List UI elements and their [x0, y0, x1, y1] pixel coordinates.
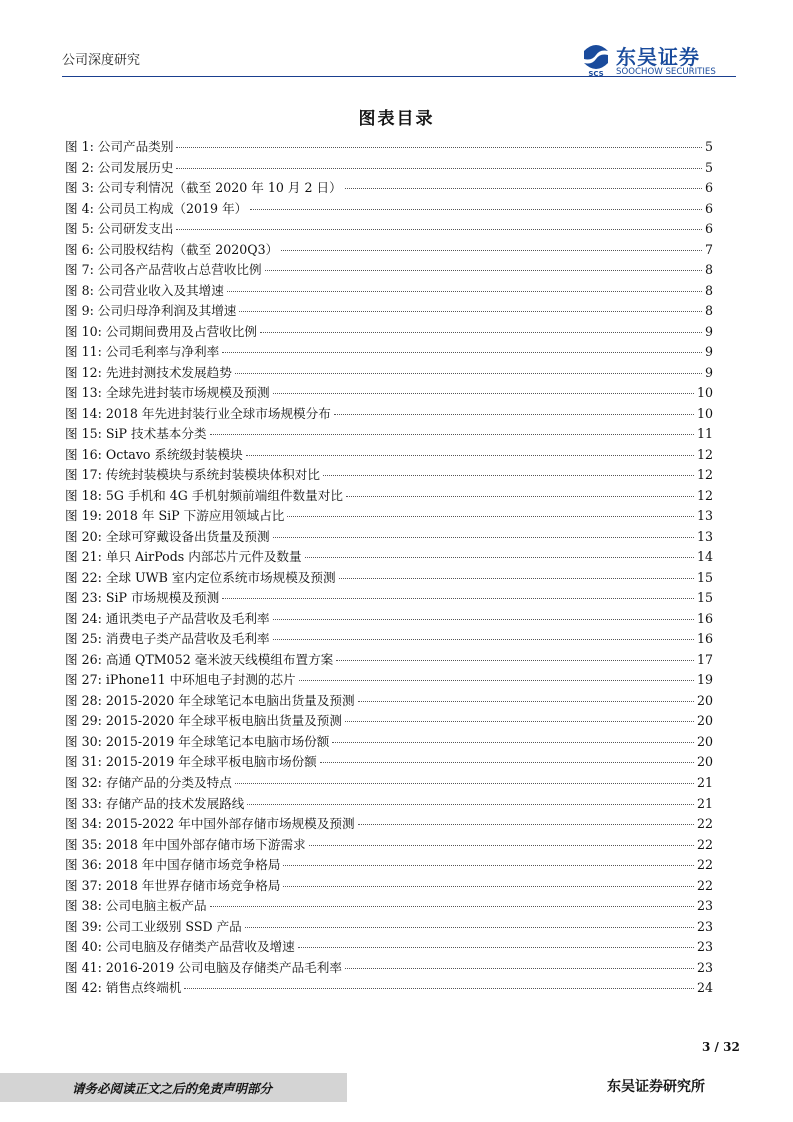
toc-dot-leader — [273, 619, 694, 620]
toc-dot-leader — [176, 147, 702, 148]
toc-entry[interactable] — [65, 896, 713, 917]
toc-dot-leader — [298, 947, 694, 948]
toc-dot-leader — [345, 188, 702, 189]
toc-entry[interactable] — [65, 240, 713, 261]
toc-entry[interactable] — [65, 547, 713, 568]
toc-dot-leader — [309, 845, 694, 846]
toc-dot-leader — [227, 291, 702, 292]
toc-entry-label[interactable]: 图 17: 传统封装模块与系统封装模块体积对比 — [65, 467, 320, 483]
toc-dot-leader — [339, 578, 694, 579]
toc-entry-label[interactable]: 图 5: 公司研发支出 — [65, 221, 174, 237]
toc-entry[interactable] — [65, 937, 713, 958]
toc-entry-label[interactable]: 图 16: Octavo 系统级封装模块 — [65, 446, 243, 462]
toc-entry-page[interactable]: 20 — [696, 754, 713, 770]
toc-entry[interactable] — [65, 876, 713, 897]
toc-entry-label[interactable]: 图 18: 5G 手机和 4G 手机射频前端组件数量对比 — [65, 487, 343, 503]
toc-dot-leader — [260, 332, 702, 333]
toc-entry-label[interactable]: 图 25: 消费电子类产品营收及毛利率 — [65, 631, 270, 647]
toc-entry[interactable] — [65, 794, 713, 815]
toc-dot-leader — [247, 804, 694, 805]
toc-entry-label[interactable]: 图 27: iPhone11 中环旭电子封测的芯片 — [65, 672, 296, 688]
toc-entry-label[interactable]: 图 12: 先进封测技术发展趋势 — [65, 364, 232, 380]
toc-dot-leader — [239, 311, 702, 312]
toc-entry-label[interactable]: 图 37: 2018 年世界存储市场竞争格局 — [65, 877, 281, 893]
toc-entry-label[interactable]: 图 20: 全球可穿戴设备出货量及预测 — [65, 528, 270, 544]
toc-entry[interactable] — [65, 383, 713, 404]
firm-name: 东吴证券研究所 — [607, 1079, 705, 1095]
toc-dot-leader — [235, 783, 694, 784]
toc-dot-leader — [283, 886, 694, 887]
toc-entry-label[interactable]: 图 30: 2015-2019 年全球笔记本电脑市场份额 — [65, 733, 330, 749]
toc-entry-label[interactable]: 图 9: 公司归母净利润及其增速 — [65, 303, 237, 319]
toc-dot-leader — [245, 927, 694, 928]
toc-dot-leader — [358, 824, 694, 825]
toc-entry-label[interactable]: 图 7: 公司各产品营收占总营收比例 — [65, 262, 262, 278]
toc-entry-page[interactable]: 9 — [704, 364, 713, 380]
toc-entry[interactable] — [65, 260, 713, 281]
toc-dot-leader — [222, 352, 702, 353]
toc-entry-page[interactable]: 23 — [696, 939, 713, 955]
disclaimer-text: 请务必阅读正文之后的免责声明部分 — [72, 1081, 273, 1096]
toc-dot-leader — [287, 516, 694, 517]
toc-entry[interactable] — [65, 609, 713, 630]
toc-entry-page[interactable]: 21 — [696, 795, 713, 811]
toc-entry[interactable] — [65, 650, 713, 671]
toc-entry[interactable] — [65, 199, 713, 220]
toc-dot-leader — [334, 414, 694, 415]
toc-entry[interactable] — [65, 363, 713, 384]
toc-entry[interactable] — [65, 670, 713, 691]
toc-entry-label[interactable]: 图 29: 2015-2020 年全球平板电脑出货量及预测 — [65, 713, 342, 729]
toc-entry[interactable] — [65, 219, 713, 240]
toc-entry-label[interactable]: 图 10: 公司期间费用及占营收比例 — [65, 323, 257, 339]
toc-entry-label[interactable]: 图 32: 存储产品的分类及特点 — [65, 774, 232, 790]
toc-entry-page[interactable]: 17 — [696, 651, 713, 667]
toc-entry-label[interactable]: 图 14: 2018 年先进封装行业全球市场规模分布 — [65, 405, 331, 421]
toc-entry[interactable] — [65, 568, 713, 589]
toc-entry-page[interactable]: 15 — [696, 569, 713, 585]
toc-dot-leader — [323, 475, 694, 476]
toc-entry[interactable] — [65, 486, 713, 507]
toc-dot-leader — [345, 968, 694, 969]
toc-dot-leader — [305, 557, 694, 558]
soochow-logo-icon — [578, 41, 614, 77]
toc-entry-page[interactable]: 22 — [696, 816, 713, 832]
toc-dot-leader — [246, 455, 694, 456]
toc-dot-leader — [320, 762, 694, 763]
toc-dot-leader — [332, 742, 694, 743]
toc-list — [65, 137, 713, 999]
toc-dot-leader — [299, 680, 694, 681]
section-label: 公司深度研究 — [62, 53, 141, 68]
disclaimer-band — [0, 1073, 347, 1102]
toc-dot-leader — [345, 721, 694, 722]
toc-entry-page[interactable]: 14 — [696, 549, 713, 565]
logo-name-en: SOOCHOW SECURITIES — [616, 67, 716, 77]
toc-entry-label[interactable]: 图 15: SiP 技术基本分类 — [65, 426, 207, 442]
toc-entry[interactable] — [65, 506, 713, 527]
toc-entry-page[interactable]: 20 — [696, 713, 713, 729]
toc-dot-leader — [358, 701, 694, 702]
toc-entry-page[interactable]: 20 — [696, 692, 713, 708]
toc-dot-leader — [265, 270, 702, 271]
toc-entry[interactable] — [65, 773, 713, 794]
toc-title: 图表目录 — [358, 109, 435, 129]
toc-entry-page[interactable]: 6 — [704, 200, 713, 216]
toc-entry-page[interactable]: 23 — [696, 918, 713, 934]
toc-entry-page[interactable]: 20 — [696, 733, 713, 749]
toc-entry[interactable] — [65, 855, 713, 876]
toc-dot-leader — [176, 229, 702, 230]
toc-entry-label[interactable]: 图 4: 公司员工构成（2019 年） — [65, 200, 248, 216]
toc-entry-page[interactable]: 12 — [696, 487, 713, 503]
toc-dot-leader — [184, 988, 694, 989]
toc-entry[interactable] — [65, 322, 713, 343]
toc-entry-label[interactable]: 图 28: 2015-2020 年全球笔记本电脑出货量及预测 — [65, 692, 355, 708]
toc-entry-page[interactable]: 10 — [696, 405, 713, 421]
toc-entry[interactable] — [65, 814, 713, 835]
toc-entry-page[interactable]: 8 — [704, 282, 713, 298]
toc-entry-page[interactable]: 22 — [696, 877, 713, 893]
toc-entry-page[interactable]: 13 — [696, 528, 713, 544]
toc-dot-leader — [283, 865, 694, 866]
toc-entry-page[interactable]: 11 — [696, 426, 713, 442]
toc-entry-label[interactable]: 图 26: 高通 QTM052 毫米波天线模组布置方案 — [65, 651, 334, 667]
toc-entry-label[interactable]: 图 39: 公司工业级别 SSD 产品 — [65, 918, 242, 934]
toc-entry-page[interactable]: 9 — [704, 323, 713, 339]
toc-entry-page[interactable]: 8 — [704, 303, 713, 319]
toc-entry-label[interactable]: 图 13: 全球先进封装市场规模及预测 — [65, 385, 270, 401]
toc-entry[interactable] — [65, 465, 713, 486]
toc-dot-leader — [250, 209, 702, 210]
toc-entry-page[interactable]: 23 — [696, 898, 713, 914]
toc-dot-leader — [346, 496, 694, 497]
toc-entry[interactable] — [65, 978, 713, 999]
toc-entry-label[interactable]: 图 41: 2016-2019 公司电脑及存储类产品毛利率 — [65, 959, 342, 975]
toc-entry-label[interactable]: 图 22: 全球 UWB 室内定位系统市场规模及预测 — [65, 569, 336, 585]
toc-entry[interactable] — [65, 424, 713, 445]
toc-entry[interactable] — [65, 711, 713, 732]
toc-entry-page[interactable]: 12 — [696, 467, 713, 483]
toc-entry[interactable] — [65, 301, 713, 322]
brand-logo — [578, 41, 748, 81]
toc-entry-page[interactable]: 15 — [696, 590, 713, 606]
toc-entry-label[interactable]: 图 40: 公司电脑及存储类产品营收及增速 — [65, 939, 295, 955]
toc-dot-leader — [235, 373, 702, 374]
toc-dot-leader — [273, 393, 694, 394]
toc-entry[interactable] — [65, 404, 713, 425]
toc-entry-label[interactable]: 图 6: 公司股权结构（截至 2020Q3） — [65, 241, 279, 257]
toc-entry-label[interactable]: 图 3: 公司专利情况（截至 2020 年 10 月 2 日） — [65, 180, 342, 196]
toc-entry-page[interactable]: 21 — [696, 774, 713, 790]
toc-entry[interactable] — [65, 445, 713, 466]
toc-entry-page[interactable]: 8 — [704, 262, 713, 278]
toc-entry-page[interactable]: 22 — [696, 857, 713, 873]
toc-entry-label[interactable]: 图 36: 2018 年中国存储市场竞争格局 — [65, 857, 281, 873]
toc-entry-label[interactable]: 图 42: 销售点终端机 — [65, 980, 182, 996]
toc-entry-label[interactable]: 图 2: 公司发展历史 — [65, 159, 174, 175]
toc-entry-label[interactable]: 图 35: 2018 年中国外部存储市场下游需求 — [65, 836, 306, 852]
toc-entry-label[interactable]: 图 33: 存储产品的技术发展路线 — [65, 795, 245, 811]
toc-entry-page[interactable]: 6 — [704, 221, 713, 237]
toc-dot-leader — [210, 434, 694, 435]
toc-entry-label[interactable]: 图 21: 单只 AirPods 内部芯片元件及数量 — [65, 549, 302, 565]
toc-entry[interactable] — [65, 752, 713, 773]
toc-entry[interactable] — [65, 158, 713, 179]
toc-entry-page[interactable]: 24 — [696, 980, 713, 996]
toc-entry-label[interactable]: 图 24: 通讯类电子产品营收及毛利率 — [65, 610, 270, 626]
toc-dot-leader — [222, 598, 694, 599]
toc-entry[interactable] — [65, 958, 713, 979]
toc-entry-page[interactable]: 22 — [696, 836, 713, 852]
toc-entry-page[interactable]: 23 — [696, 959, 713, 975]
toc-dot-leader — [273, 537, 694, 538]
toc-entry[interactable] — [65, 835, 713, 856]
toc-dot-leader — [336, 660, 694, 661]
toc-entry[interactable] — [65, 917, 713, 938]
toc-dot-leader — [281, 250, 702, 251]
toc-entry-label[interactable]: 图 34: 2015-2022 年中国外部存储市场规模及预测 — [65, 816, 355, 832]
toc-entry-page[interactable]: 10 — [696, 385, 713, 401]
toc-entry-label[interactable]: 图 19: 2018 年 SiP 下游应用领域占比 — [65, 508, 285, 524]
toc-entry-page[interactable]: 5 — [704, 139, 713, 154]
toc-entry-label[interactable]: 图 8: 公司营业收入及其增速 — [65, 282, 224, 298]
toc-entry[interactable] — [65, 732, 713, 753]
toc-entry-label[interactable]: 图 31: 2015-2019 年全球平板电脑市场份额 — [65, 754, 317, 770]
toc-dot-leader — [176, 168, 702, 169]
toc-entry[interactable] — [65, 137, 713, 158]
toc-entry[interactable] — [65, 281, 713, 302]
toc-entry-label[interactable]: 图 23: SiP 市场规模及预测 — [65, 590, 220, 606]
logo-name-cn: 东吴证券 — [616, 45, 700, 69]
toc-dot-leader — [273, 639, 694, 640]
toc-entry-page[interactable]: 13 — [696, 508, 713, 524]
toc-entry-label[interactable]: 图 11: 公司毛利率与净利率 — [65, 344, 220, 360]
toc-entry[interactable] — [65, 342, 713, 363]
toc-entry-page[interactable]: 5 — [704, 159, 713, 175]
toc-entry-page[interactable]: 9 — [704, 344, 713, 360]
toc-dot-leader — [210, 906, 694, 907]
toc-entry[interactable] — [65, 588, 713, 609]
page-number: 3 / 32 — [702, 1040, 740, 1054]
toc-entry-label[interactable]: 图 38: 公司电脑主板产品 — [65, 898, 207, 914]
toc-entry-page[interactable]: 19 — [696, 672, 713, 688]
toc-entry-page[interactable]: 16 — [696, 610, 713, 626]
toc-entry-page[interactable]: 12 — [696, 446, 713, 462]
toc-entry-label[interactable]: 图 1: 公司产品类别 — [65, 139, 174, 154]
toc-entry-page[interactable]: 6 — [704, 180, 713, 196]
toc-entry[interactable] — [65, 178, 713, 199]
toc-entry[interactable] — [65, 527, 713, 548]
toc-entry-page[interactable]: 16 — [696, 631, 713, 647]
logo-mark-text: SCS — [588, 70, 604, 77]
toc-entry[interactable] — [65, 691, 713, 712]
toc-entry[interactable] — [65, 629, 713, 650]
toc-entry-page[interactable]: 7 — [704, 241, 713, 257]
header-divider — [62, 76, 736, 77]
